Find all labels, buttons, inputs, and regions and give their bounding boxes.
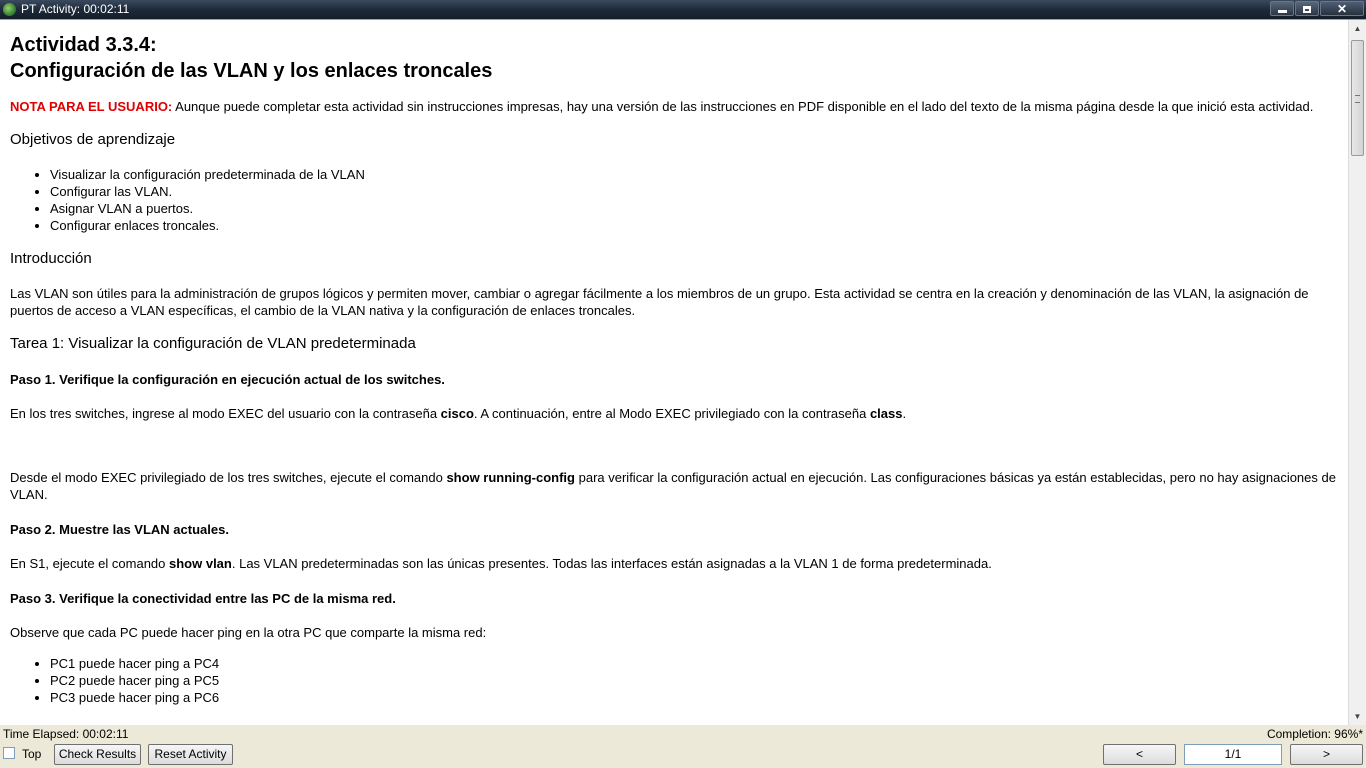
step1-heading: Paso 1. Verifique la configuración en ejecución actual de los switches.: [10, 372, 445, 387]
list-item: • Visualizar la configuración predeterminada de la VLAN: [50, 166, 1338, 183]
introduction-heading: Introducción: [10, 250, 92, 267]
text-run: .: [902, 406, 907, 421]
note-label: NOTA PARA EL USUARIO:: [10, 99, 173, 114]
maximize-button[interactable]: [1295, 1, 1319, 16]
close-icon: ✕: [1336, 2, 1348, 16]
close-button[interactable]: [1320, 1, 1364, 16]
spacer: [10, 422, 1338, 452]
task1-heading: Tarea 1: Visualizar la configuración de VLAN predeterminada: [10, 335, 416, 352]
list-item: • PC2 puede hacer ping a PC5: [50, 672, 1338, 689]
introduction-text: Las VLAN son útiles para la administración de grupos lógicos y permiten mover, cambiar o agregar fácilmente a los miembros de un grupo. Esta actividad se centra en la creación y denominación de las VLAN, la asignación de puertos de acceso a VLAN específicas, el cambio de la VLAN nativa y la configuración de enlaces troncales.: [10, 286, 1309, 318]
user-note: [10, 98, 1338, 115]
text-run: para verificar la configuración actual en ejecución. Las configuraciones básicas ya están establecidas, pero no hay asignaciones de VLAN.: [10, 470, 1336, 502]
scroll-down-arrow-icon[interactable]: ▼: [1353, 712, 1362, 721]
list-item: • Configurar las VLAN.: [50, 183, 1338, 200]
packet-tracer-icon: [3, 3, 16, 16]
next-page-button[interactable]: >: [1290, 744, 1363, 765]
password-cisco: cisco: [440, 406, 474, 421]
maximize-icon: [1303, 6, 1311, 13]
text-run: . A continuación, entre al Modo EXEC privilegiado con la contraseña: [473, 406, 870, 421]
activity-title-line1: Actividad 3.3.4:: [10, 34, 157, 56]
command-show-vlan: show vlan: [169, 556, 232, 571]
command-show-running-config: show running-config: [446, 470, 575, 485]
step2-heading: Paso 2. Muestre las VLAN actuales.: [10, 522, 229, 537]
minimize-button[interactable]: [1270, 1, 1294, 16]
window-title: PT Activity: 00:02:11: [21, 2, 130, 16]
time-elapsed: Time Elapsed: 00:02:11: [3, 727, 129, 741]
list-item: • PC1 puede hacer ping a PC4: [50, 655, 1338, 672]
text-run: Desde el modo EXEC privilegiado de los tres switches, ejecute el comando: [10, 470, 447, 485]
status-bar: [0, 725, 1366, 768]
scroll-up-arrow-icon[interactable]: ▲: [1353, 24, 1362, 33]
objectives-list: [10, 166, 1338, 234]
step2-paragraph: [10, 555, 1338, 572]
list-item: • Configurar enlaces troncales.: [50, 217, 1338, 234]
top-checkbox[interactable]: [3, 747, 15, 759]
step1-paragraph1: [10, 405, 1338, 422]
instructions-pane: [0, 19, 1366, 725]
step3-paragraph: Observe que cada PC puede hacer ping en la otra PC que comparte la misma red:: [10, 625, 487, 640]
list-item: • PC3 puede hacer ping a PC6: [50, 689, 1338, 706]
vertical-scrollbar[interactable]: [1348, 20, 1366, 725]
grip-icon: [1355, 95, 1360, 103]
minimize-icon: [1278, 10, 1287, 13]
scrollbar-thumb[interactable]: [1351, 40, 1364, 156]
title-bar[interactable]: [0, 0, 1366, 19]
text-run: En S1, ejecute el comando: [10, 556, 169, 571]
step1-paragraph2: [10, 469, 1338, 503]
text-run: En los tres switches, ingrese al modo EXEC del usuario con la contraseña: [10, 406, 441, 421]
activity-title-line2: Configuración de las VLAN y los enlaces troncales: [10, 60, 493, 82]
password-class: class: [869, 406, 903, 421]
text-run: . Las VLAN predeterminadas son las únicas presentes. Todas las interfaces están asignadas a la VLAN 1 de forma predeterminada.: [231, 556, 992, 571]
instructions-document: [0, 20, 1348, 725]
check-results-button[interactable]: Check Results: [54, 744, 141, 765]
objectives-heading: Objetivos de aprendizaje: [10, 131, 176, 148]
reset-activity-button[interactable]: Reset Activity: [148, 744, 233, 765]
note-text: Aunque puede completar esta actividad sin instrucciones impresas, hay una versión de las instrucciones en PDF disponible en el lado del texto de la misma página desde la que inició esta actividad.: [172, 99, 1314, 114]
ping-list: [10, 655, 1338, 706]
list-item: • Asignar VLAN a puertos.: [50, 200, 1338, 217]
page-indicator: 1/1: [1184, 744, 1282, 765]
completion-percentage: Completion: 96%*: [1266, 727, 1363, 741]
top-checkbox-label[interactable]: Top: [22, 747, 42, 761]
step3-heading: Paso 3. Verifique la conectividad entre las PC de la misma red.: [10, 591, 396, 606]
previous-page-button[interactable]: <: [1103, 744, 1176, 765]
